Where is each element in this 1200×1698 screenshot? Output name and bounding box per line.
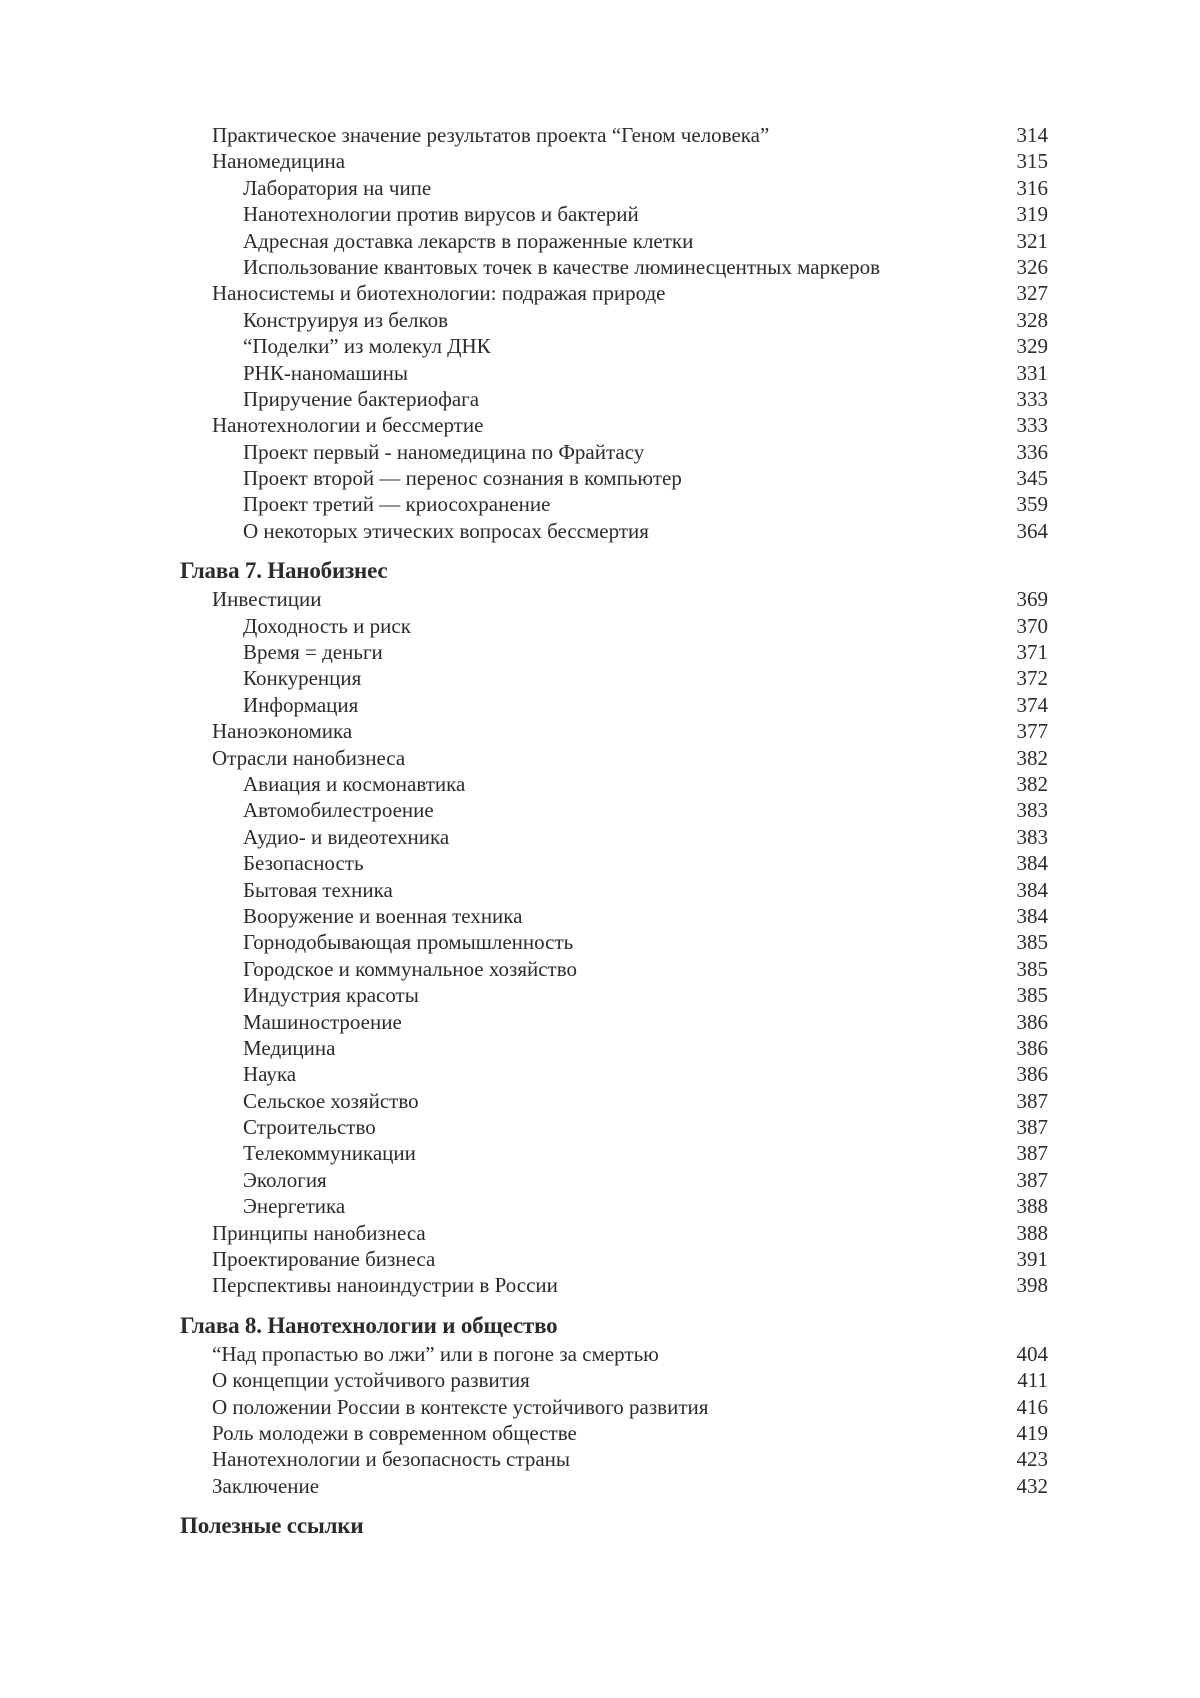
toc-entry-title: “Поделки” из молекул ДНК <box>243 334 491 359</box>
toc-entry-title: Конструируя из белков <box>243 307 449 332</box>
toc-page-number: 372 <box>1016 666 1048 691</box>
toc-entry-title: Энергетика <box>243 1194 346 1219</box>
toc-entry-title: Вооружение и военная техника <box>243 903 523 928</box>
toc-entry <box>0 280 1200 306</box>
toc-page-number: 319 <box>1016 202 1048 227</box>
toc-page-number: 326 <box>1016 254 1048 279</box>
toc-entry-title: Инвестиции <box>212 587 322 612</box>
toc-entry <box>0 175 1200 201</box>
toc-page-number: 387 <box>1016 1141 1048 1166</box>
toc-page-number: 398 <box>1016 1273 1048 1298</box>
toc-page-number: 314 <box>1016 123 1048 147</box>
toc-entry-title: Адресная доставка лекарств в пораженные клетки <box>243 228 694 253</box>
toc-entry-title: Заключение <box>212 1473 320 1498</box>
toc-entry-title: Проект первый - наномедицина по Фрайтасу <box>243 439 645 464</box>
toc-entry-title: Аудио- и видеотехника <box>243 824 450 849</box>
toc-page-number: 333 <box>1016 386 1048 411</box>
toc-entry-title: О некоторых этических вопросах бессмертия <box>243 518 649 543</box>
toc-page-number: 419 <box>1016 1420 1048 1445</box>
toc-entry-title: Автомобилестроение <box>243 798 434 823</box>
toc-page-number: 331 <box>1016 360 1048 385</box>
toc-entry <box>0 1341 1200 1367</box>
toc-entry-title: Нанотехнологии против вирусов и бактерий <box>243 202 639 227</box>
toc-page-number: 388 <box>1016 1220 1048 1245</box>
toc-page-number: 359 <box>1016 492 1048 517</box>
toc-page-number: 388 <box>1016 1194 1048 1219</box>
toc-page-number: 374 <box>1016 692 1048 717</box>
toc-entry <box>0 254 1200 280</box>
toc-entry <box>0 1220 1200 1246</box>
toc-page-number: 333 <box>1016 413 1048 438</box>
toc-entry-title: Отрасли нанобизнеса <box>212 745 406 770</box>
toc-entry <box>0 824 1200 850</box>
toc-entry-title: “Над пропастью во лжи” или в погоне за смертью <box>212 1341 659 1366</box>
toc-entry <box>0 1394 1200 1420</box>
chapter-title: Глава 8. Нанотехнологии и общество <box>180 1312 558 1338</box>
toc-entry <box>0 956 1200 982</box>
toc-page-number: 386 <box>1016 1009 1048 1034</box>
toc-entry <box>0 639 1200 665</box>
toc-entry-title: Проектирование бизнеса <box>212 1247 436 1272</box>
toc-entry <box>0 1167 1200 1193</box>
toc-entry <box>0 333 1200 359</box>
toc-entry-title: Наносистемы и биотехнологии: подражая природе <box>212 281 666 306</box>
toc-entry <box>0 386 1200 412</box>
toc-page-number: 328 <box>1016 307 1048 332</box>
toc-entry-title: Использование квантовых точек в качестве люминесцентных маркеров <box>243 254 881 279</box>
toc-entry <box>0 613 1200 639</box>
toc-entry <box>0 228 1200 254</box>
toc-entry <box>0 518 1200 544</box>
toc-entry-title: Перспективы наноиндустрии в России <box>212 1273 558 1298</box>
toc-page-number: 384 <box>1016 877 1048 902</box>
toc-entry <box>0 745 1200 771</box>
toc-entry-title: Принципы нанобизнеса <box>212 1220 426 1245</box>
toc-entry <box>0 412 1200 438</box>
toc-entry-title: Машиностроение <box>243 1009 402 1034</box>
toc-page-number: 382 <box>1016 771 1048 796</box>
toc-page-number: 432 <box>1016 1473 1048 1498</box>
toc-entry <box>0 797 1200 823</box>
toc-entry-title: РНК-наномашины <box>243 360 408 385</box>
toc-entry-title: Строительство <box>243 1115 376 1140</box>
toc-entry-title: Индустрия красоты <box>243 983 419 1008</box>
toc-entry <box>0 982 1200 1008</box>
toc-entry-title: Лаборатория на чипе <box>243 175 432 200</box>
toc-page-number: 384 <box>1016 903 1048 928</box>
toc-entry-title: Авиация и космонавтика <box>243 771 466 796</box>
toc-entry <box>0 1446 1200 1472</box>
toc-entry <box>0 692 1200 718</box>
toc-entry <box>0 148 1200 174</box>
toc-entry-title: Роль молодежи в современном обществе <box>212 1420 577 1445</box>
toc-entry-title: Горнодобывающая промышленность <box>243 930 574 955</box>
toc-page-number: 364 <box>1016 518 1048 543</box>
toc-entry <box>0 122 1200 148</box>
toc-entry <box>0 465 1200 491</box>
toc-entry <box>0 665 1200 691</box>
toc-entry <box>0 1272 1200 1298</box>
toc-entry <box>0 1114 1200 1140</box>
toc-page-number: 371 <box>1016 640 1048 665</box>
toc-page-number: 391 <box>1016 1247 1048 1272</box>
toc-page-number: 383 <box>1016 824 1048 849</box>
chapter-title: Глава 7. Нанобизнес <box>180 558 388 584</box>
toc-page-number: 404 <box>1016 1341 1048 1366</box>
toc-entry-title: Бытовая техника <box>243 877 393 902</box>
toc-entry <box>0 771 1200 797</box>
toc-page-number: 386 <box>1016 1062 1048 1087</box>
toc-entry <box>0 1246 1200 1272</box>
toc-page-number: 387 <box>1016 1167 1048 1192</box>
toc-page-number: 385 <box>1016 983 1048 1008</box>
toc-page-number: 377 <box>1016 719 1048 744</box>
toc-entry <box>0 491 1200 517</box>
toc-page-number: 383 <box>1016 798 1048 823</box>
toc-entry-title: Нанотехнологии и безопасность страны <box>212 1447 570 1472</box>
toc-entry <box>0 877 1200 903</box>
toc-page-number: 387 <box>1016 1115 1048 1140</box>
chapter-heading <box>0 1503 1200 1541</box>
toc-page-number: 386 <box>1016 1035 1048 1060</box>
toc-page-number: 387 <box>1016 1088 1048 1113</box>
toc-entry-title: Нанотехнологии и бессмертие <box>212 413 484 438</box>
toc-entry <box>0 718 1200 744</box>
toc-page-number: 416 <box>1016 1394 1048 1419</box>
toc-entry <box>0 1420 1200 1446</box>
toc-page-number: 327 <box>1016 281 1048 306</box>
toc-entry-title: Экология <box>243 1167 327 1192</box>
toc-entry <box>0 1193 1200 1219</box>
toc-entry-title: Конкуренция <box>243 666 362 691</box>
toc-entry <box>0 850 1200 876</box>
chapter-heading <box>0 548 1200 586</box>
table-of-contents <box>0 122 1200 1541</box>
toc-entry <box>0 1140 1200 1166</box>
toc-entry-title: Практическое значение результатов проекта “Геном человека” <box>212 123 770 147</box>
toc-entry-title: Информация <box>243 692 359 717</box>
toc-page-number: 321 <box>1016 228 1048 253</box>
toc-entry <box>0 1088 1200 1114</box>
toc-page-number: 316 <box>1016 175 1048 200</box>
toc-page-number: 411 <box>1017 1368 1048 1393</box>
toc-page-number: 370 <box>1016 613 1048 638</box>
toc-entry <box>0 360 1200 386</box>
toc-entry-title: О положении России в контексте устойчивого развития <box>212 1394 709 1419</box>
toc-entry <box>0 307 1200 333</box>
toc-page-number: 385 <box>1016 956 1048 981</box>
toc-page-number: 423 <box>1016 1447 1048 1472</box>
toc-page-number: 336 <box>1016 439 1048 464</box>
toc-entry-title: О концепции устойчивого развития <box>212 1368 530 1393</box>
toc-page-number: 384 <box>1016 851 1048 876</box>
toc-entry <box>0 1367 1200 1393</box>
toc-entry-title: Безопасность <box>243 851 364 876</box>
toc-entry <box>0 1473 1200 1499</box>
toc-entry-title: Проект второй — перенос сознания в компьютер <box>243 466 682 491</box>
chapter-heading <box>0 1303 1200 1341</box>
toc-entry <box>0 586 1200 612</box>
toc-entry-title: Проект третий — криосохранение <box>243 492 551 517</box>
toc-page-number: 369 <box>1016 587 1048 612</box>
toc-entry-title: Наука <box>243 1062 297 1087</box>
toc-page-number: 329 <box>1016 334 1048 359</box>
toc-entry-title: Наномедицина <box>212 149 346 174</box>
toc-page-number: 382 <box>1016 745 1048 770</box>
toc-entry <box>0 201 1200 227</box>
toc-entry <box>0 439 1200 465</box>
toc-page-number: 345 <box>1016 466 1048 491</box>
toc-entry-title: Наноэкономика <box>212 719 353 744</box>
toc-entry-title: Городское и коммунальное хозяйство <box>243 956 577 981</box>
toc-entry <box>0 1009 1200 1035</box>
toc-entry-title: Доходность и риск <box>243 613 411 638</box>
toc-entry-title: Медицина <box>243 1035 336 1060</box>
toc-entry-title: Телекоммуникации <box>243 1141 416 1166</box>
toc-page-number: 385 <box>1016 930 1048 955</box>
toc-entry-title: Время = деньги <box>243 640 383 665</box>
toc-entry <box>0 1061 1200 1087</box>
toc-page-number: 315 <box>1016 149 1048 174</box>
toc-entry <box>0 903 1200 929</box>
toc-entry <box>0 1035 1200 1061</box>
toc-entry <box>0 929 1200 955</box>
toc-entry-title: Сельское хозяйство <box>243 1088 419 1113</box>
toc-entry-title: Приручение бактериофага <box>243 386 480 411</box>
chapter-title: Полезные ссылки <box>180 1513 364 1539</box>
